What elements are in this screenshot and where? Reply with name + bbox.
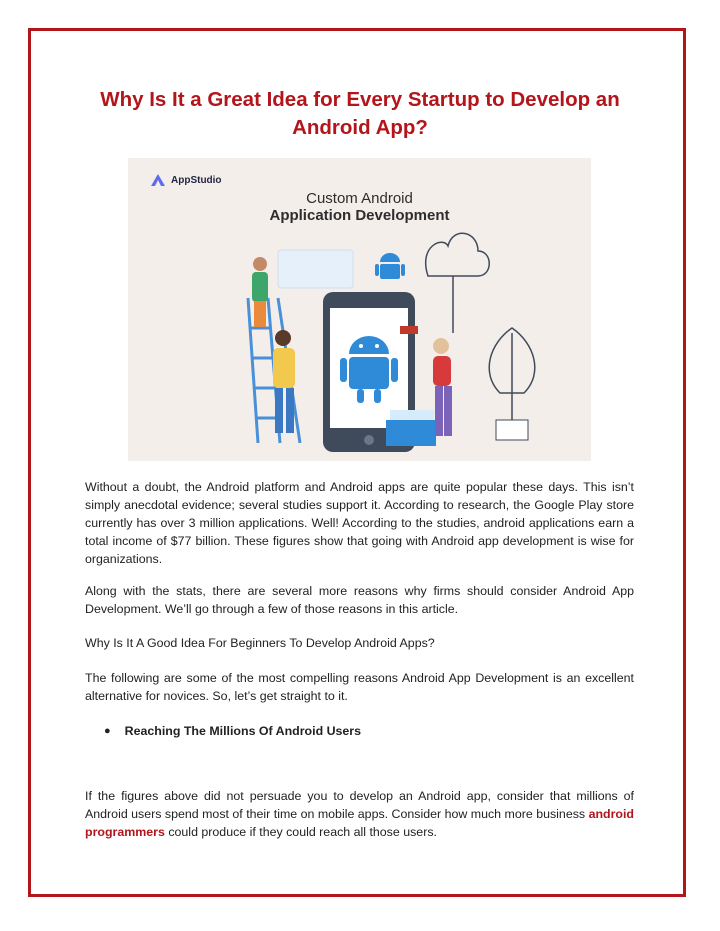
paragraph-closing — [85, 787, 634, 841]
hero-heading-line1: Custom Android — [306, 190, 413, 207]
brand-name: AppStudio — [171, 174, 222, 186]
android-programmers-link[interactable]: android programmers — [85, 807, 634, 839]
bullet-marker: ● — [104, 725, 111, 737]
paragraph-1: Without a doubt, the Android platform and Android apps are quite popular these days. This isn’t simply anecdotal evidence; several studies support it. According to research, the Google Play store currently has over 3 million applications. Well! According to the studies, android applications earn a total income of $77 billion. These figures show that going with Android app development is wise for organizations. — [85, 480, 634, 566]
page-title: Why Is It a Great Idea for Every Startup to Develop an Android App? — [100, 88, 620, 139]
boxes — [386, 410, 436, 446]
tree-left — [426, 233, 490, 333]
standing-man — [273, 330, 295, 433]
hero-illustration — [128, 158, 591, 461]
pot-right — [496, 420, 528, 440]
hero-heading-line2: Application Development — [269, 207, 450, 224]
bullet-text: Reaching The Millions Of Android Users — [124, 724, 362, 738]
bullet-item — [104, 722, 361, 740]
paragraph-2: Along with the stats, there are several more reasons why firms should consider Android App Development. We’ll go through a few of those reasons in this article. — [85, 584, 634, 616]
closing-text-after: could produce if they could reach all those users. — [164, 825, 437, 839]
closing-text-before: If the figures above did not persuade you to develop an Android app, consider that millions of Android users spend most of their time on mobile apps. Consider how much more business — [85, 789, 634, 821]
small-android — [375, 253, 405, 279]
person-on-ladder — [252, 257, 268, 327]
paragraph-4: The following are some of the most compelling reasons Android App Development is an excellent alternative for novices. So, let’s get straight to it. — [85, 671, 634, 703]
floating-card — [278, 250, 353, 288]
illustration-art — [128, 158, 591, 461]
tree-right — [489, 328, 535, 426]
paragraph-3: Why Is It A Good Idea For Beginners To Develop Android Apps? — [85, 636, 435, 650]
